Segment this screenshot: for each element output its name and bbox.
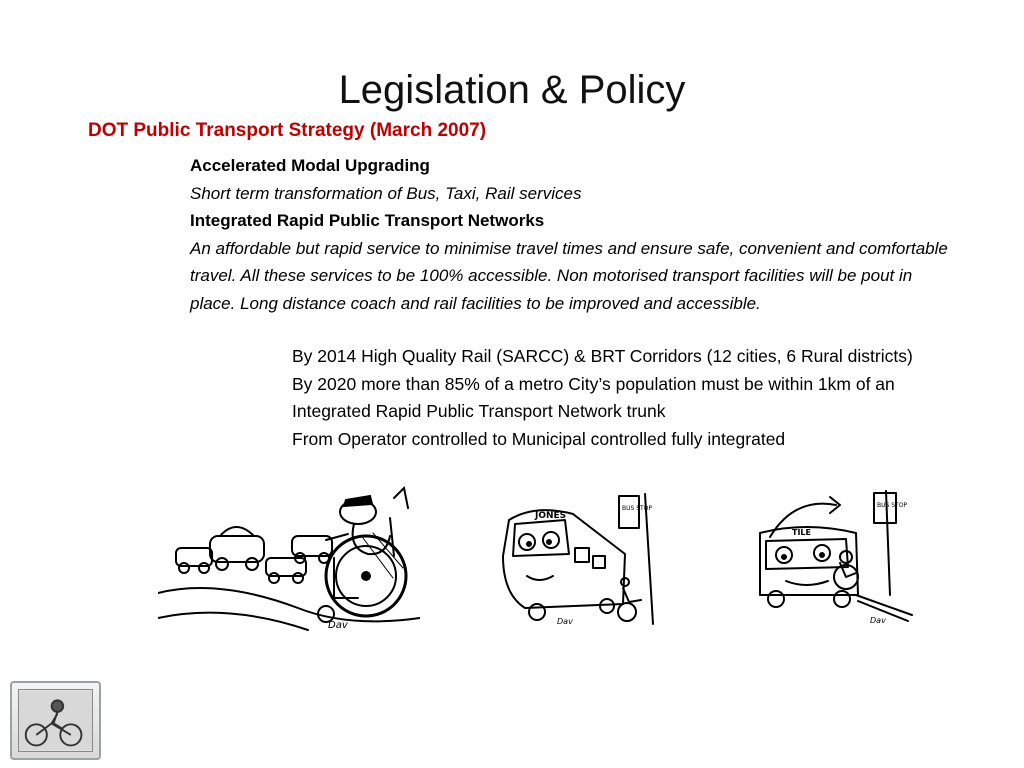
accessible-bus-cartoon	[736, 483, 914, 629]
target-item: By 2020 more than 85% of a metro City’s population must be within 1km of an Integrated Rapid Public Transport Network trunk	[292, 373, 895, 421]
strategy-targets	[292, 343, 952, 475]
svg-text:Dav: Dav	[557, 617, 573, 626]
bus-stop-sign: BUS STOP	[622, 505, 653, 512]
svg-text:Dav: Dav	[870, 616, 886, 625]
slide-thumbnail-icon[interactable]	[10, 681, 101, 760]
bus-stop-sign: BUS STOP	[877, 502, 908, 509]
slide-subtitle: DOT Public Transport Strategy (March 2007)	[88, 120, 487, 141]
point-heading: Accelerated Modal Upgrading	[190, 156, 430, 175]
bus-label: TILE	[792, 528, 811, 537]
strategy-points	[190, 152, 950, 317]
target-item: By 2014 High Quality Rail (SARCC) & BRT Corridors (12 cities, 6 Rural districts)	[292, 346, 913, 366]
cyclist-photo-icon	[18, 689, 93, 752]
point-description: An affordable but rapid service to minimise travel times and ensure safe, convenient and comfortable travel. All these services to be 100% accessible. Non motorised transport facilities will be pout in place. Long distance coach and rail facilities to be improved and accessible.	[190, 238, 948, 313]
bus-label: JONES	[535, 511, 567, 521]
wheelchair-traffic-cartoon	[158, 478, 420, 640]
bus-stop-cartoon	[495, 484, 670, 630]
point-description: Short term transformation of Bus, Taxi, Rail services	[190, 183, 582, 203]
svg-text:Dav: Dav	[328, 620, 348, 631]
slide-title: Legislation & Policy	[338, 68, 686, 112]
target-item: From Operator controlled to Municipal controlled fully integrated	[292, 428, 786, 449]
point-heading: Integrated Rapid Public Transport Networks	[190, 211, 545, 230]
